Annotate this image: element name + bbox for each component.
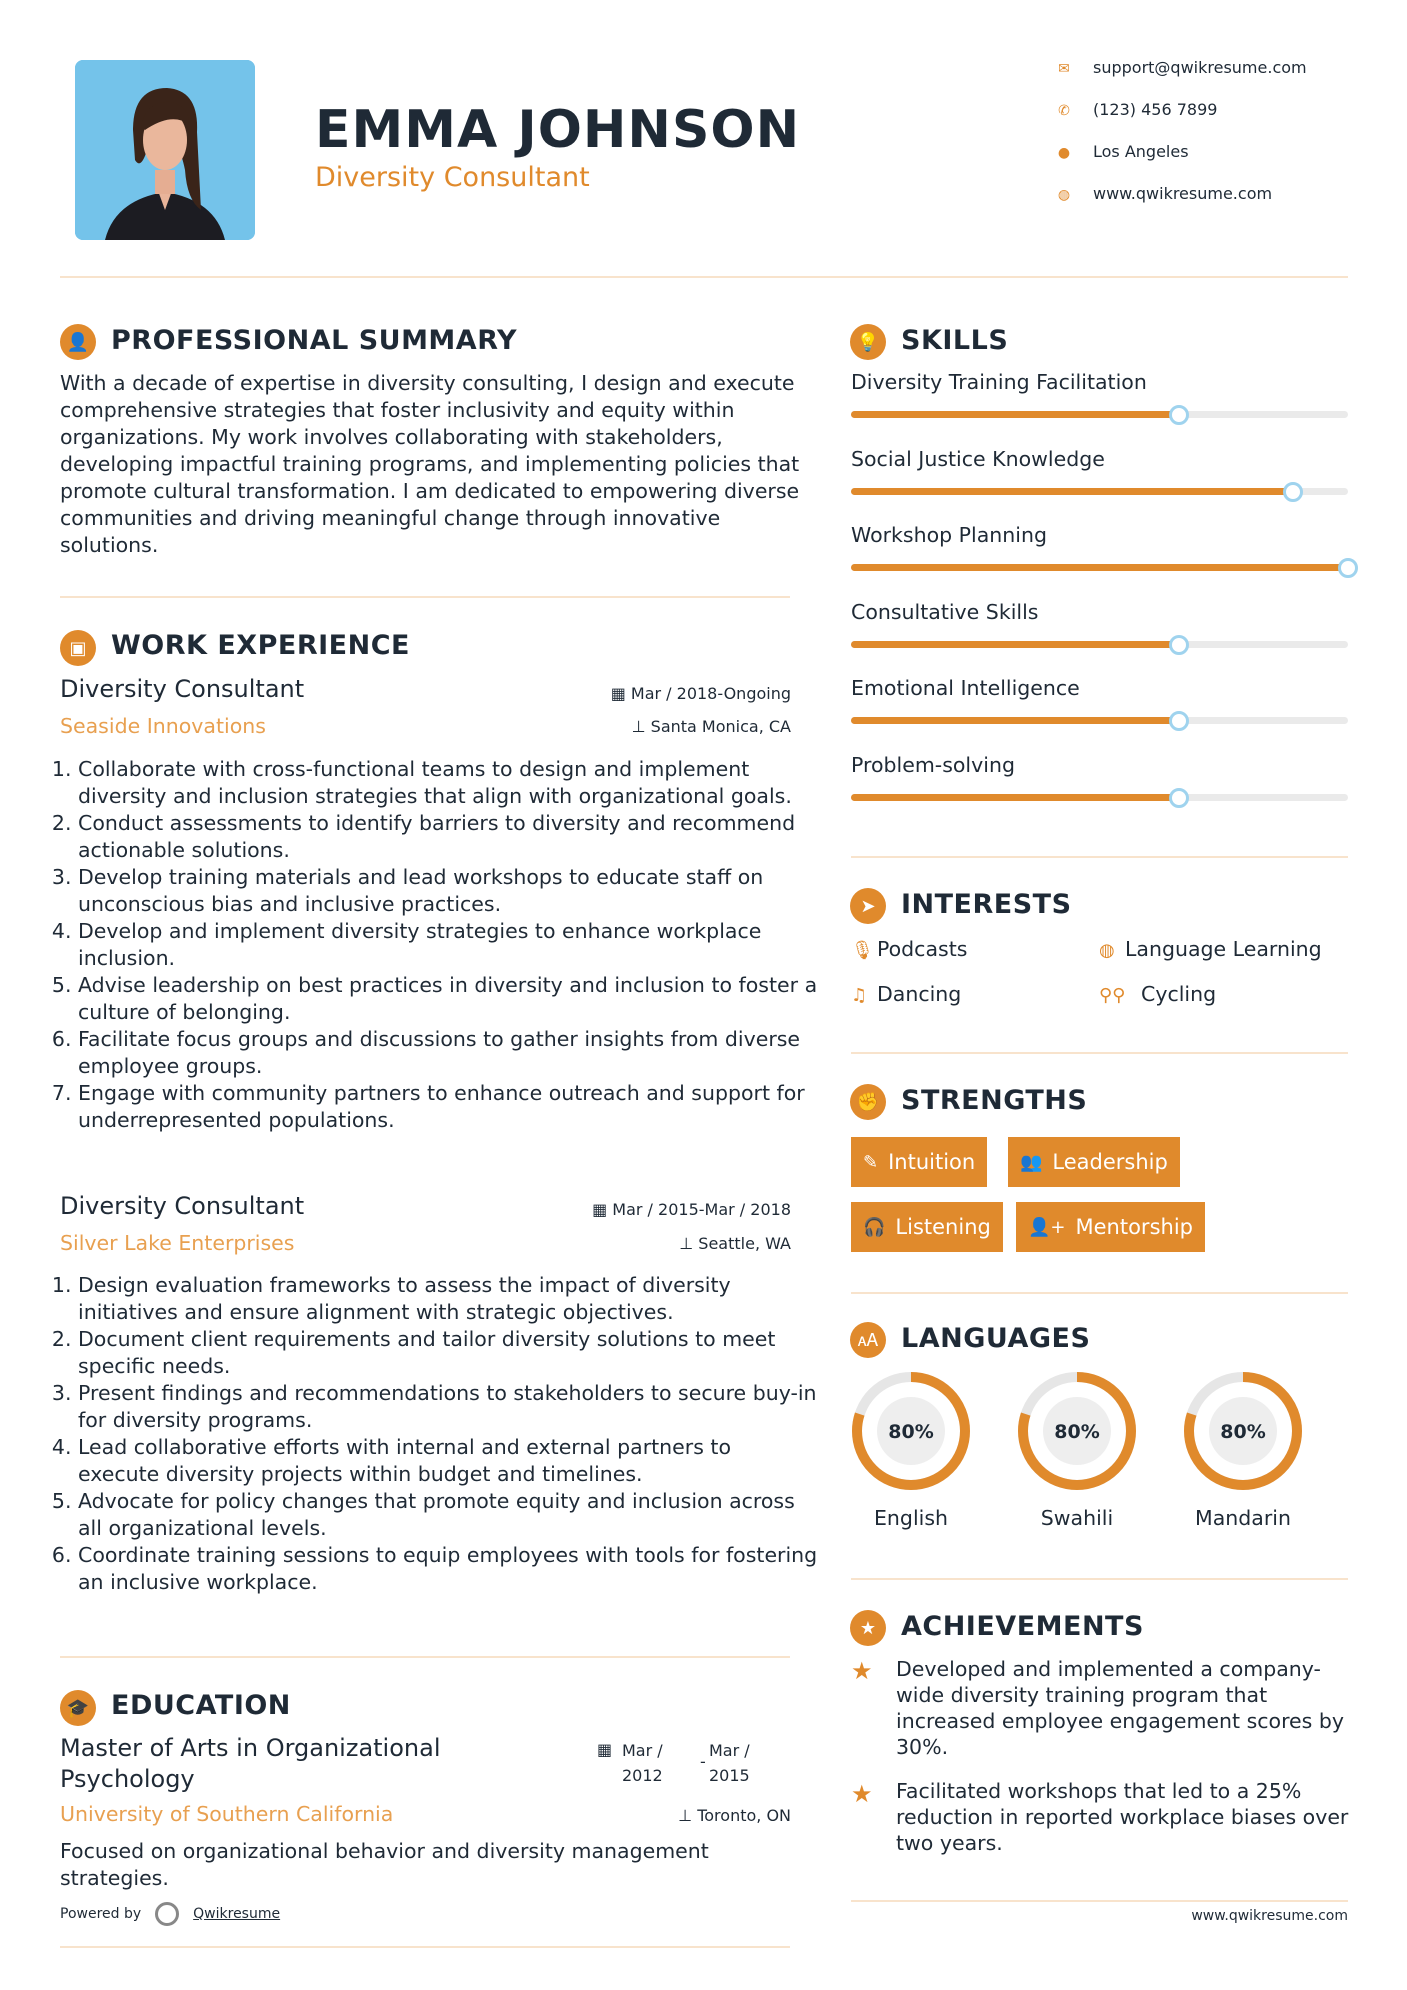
skill-bar-track <box>851 717 1348 724</box>
interest-item <box>1099 982 1216 1006</box>
language-percent: 80% <box>1054 1421 1100 1443</box>
interest-label: Language Learning <box>1125 937 1322 961</box>
skill-row <box>851 370 1371 418</box>
interest-item <box>851 937 967 961</box>
skill-label: Emotional Intelligence <box>851 676 1080 700</box>
microphone-icon: 🎙 <box>851 940 874 961</box>
star-icon: ★ <box>851 1657 873 1685</box>
footer-divider <box>60 1946 790 1948</box>
website-text: www.qwikresume.com <box>1093 184 1273 203</box>
language-label: Swahili <box>1040 1506 1114 1530</box>
strength-badge <box>851 1137 987 1187</box>
experience-heading: WORK EXPERIENCE <box>111 630 410 661</box>
skills-heading: SKILLS <box>901 325 1009 356</box>
achievements-heading: ACHIEVEMENTS <box>901 1611 1144 1642</box>
skill-row <box>851 447 1371 495</box>
skill-level-handle <box>1169 788 1189 808</box>
skill-bar-track <box>851 564 1348 571</box>
edu-date-start: Mar / 2012 <box>622 1741 663 1785</box>
map-pin-icon: ● <box>1057 145 1071 161</box>
school-name: University of Southern California <box>60 1802 394 1826</box>
job-location <box>560 717 791 736</box>
list-item: 1. Design evaluation frameworks to assess the impact of diversity initiatives and ensure alignment with strategic objectives. <box>78 1272 818 1326</box>
job-company: Seaside Innovations <box>60 714 266 738</box>
strengths-divider <box>851 1292 1348 1294</box>
user-plus-icon: 👤+ <box>1028 1216 1066 1238</box>
strengths-heading: STRENGTHS <box>901 1085 1088 1116</box>
skill-label: Social Justice Knowledge <box>851 446 1105 471</box>
envelope-icon: ✉ <box>1058 61 1070 77</box>
globe-icon: ◍ <box>1099 940 1115 961</box>
skill-label: Problem-solving <box>851 752 1015 777</box>
skill-bar-fill <box>851 641 1179 648</box>
star-icon: ★ <box>851 1780 873 1808</box>
profile-photo <box>75 60 255 240</box>
candidate-name: EMMA JOHNSON <box>315 100 801 160</box>
language-item <box>1016 1370 1138 1530</box>
achievements-divider <box>851 1900 1348 1902</box>
skill-level-handle <box>1338 558 1358 578</box>
location-text: Los Angeles <box>1093 142 1189 161</box>
language-label: English <box>873 1506 949 1530</box>
job-date <box>540 1200 791 1219</box>
language-ring <box>1016 1370 1138 1492</box>
language-label: Mandarin <box>1195 1506 1291 1530</box>
language-ring <box>850 1370 972 1492</box>
edu-date-end: Mar / 2015 <box>709 1741 750 1785</box>
skill-row <box>851 600 1371 648</box>
email-text: support@qwikresume.com <box>1093 58 1307 77</box>
phone-text: (123) 456 7899 <box>1093 100 1218 119</box>
list-item: 6. Facilitate focus groups and discussions to gather insights from diverse employee groups. <box>78 1026 818 1080</box>
skill-label: Diversity Training Facilitation <box>851 370 1147 394</box>
pushpin-icon: ⊥ <box>678 1806 698 1825</box>
degree-title: Master of Arts in Organizational Psychology <box>60 1734 441 1793</box>
skill-row <box>851 753 1371 801</box>
music-note-icon: ♫ <box>851 985 868 1006</box>
star-badge-icon: ★ <box>850 1610 886 1646</box>
powered-by-label: Powered by <box>60 1906 142 1922</box>
education-text: Focused on organizational behavior and diversity management strategies. <box>60 1839 709 1890</box>
skill-bar-fill <box>851 488 1293 495</box>
language-ring <box>1182 1370 1304 1492</box>
candidate-role: Diversity Consultant <box>315 162 590 193</box>
skill-level-handle <box>1169 711 1189 731</box>
calendar-icon: ▦ <box>597 1740 613 1759</box>
languages-heading: LANGUAGES <box>901 1323 1091 1354</box>
list-item: 1. Collaborate with cross-functional teams to design and implement diversity and inclusion strategies that align with organizational goals. <box>78 756 818 810</box>
list-item: 2. Conduct assessments to identify barriers to diversity and recommend actionable solutions. <box>78 810 818 864</box>
language-item <box>1182 1370 1304 1530</box>
job-location-text: Seattle, WA <box>698 1234 791 1253</box>
edu-location <box>580 1806 791 1825</box>
summary-divider <box>60 596 790 598</box>
skill-bar-track <box>851 411 1348 418</box>
languages-list <box>850 1370 1350 1540</box>
skill-row <box>851 676 1371 724</box>
phone-icon: ✆ <box>1058 103 1070 119</box>
contact-email <box>1055 58 1385 77</box>
list-item: 6. Coordinate training sessions to equip employees with tools for fostering an inclusive workplace. <box>78 1542 818 1596</box>
headphones-icon: 🎧 <box>863 1216 886 1238</box>
contact-location <box>1055 142 1385 161</box>
job-location-text: Santa Monica, CA <box>650 717 791 736</box>
lightbulb-icon: 💡 <box>850 324 886 360</box>
edu-date-sep: - <box>700 1752 706 1771</box>
interest-label: Cycling <box>1141 982 1217 1006</box>
interest-item <box>1099 937 1322 961</box>
strength-badge <box>1008 1137 1180 1187</box>
globe-icon: ◍ <box>1057 187 1071 203</box>
interest-label: Dancing <box>877 982 962 1006</box>
skill-level-handle <box>1169 635 1189 655</box>
brand-link[interactable]: Qwikresume <box>193 1906 281 1922</box>
contact-phone <box>1055 100 1385 119</box>
job-date-text: Mar / 2015-Mar / 2018 <box>612 1200 791 1219</box>
skill-bar-fill <box>851 564 1348 571</box>
strength-badge <box>851 1202 1003 1252</box>
strength-label: Leadership <box>1052 1150 1168 1174</box>
contact-website <box>1055 184 1385 203</box>
list-item: 4. Develop and implement diversity strategies to enhance workplace inclusion. <box>78 918 818 972</box>
list-item: 5. Advocate for policy changes that promote equity and inclusion across all organizational levels. <box>78 1488 818 1542</box>
powered-by <box>60 1902 280 1926</box>
interests-divider <box>851 1052 1348 1054</box>
strength-label: Listening <box>895 1215 991 1239</box>
language-percent: 80% <box>1220 1421 1266 1443</box>
job-location <box>560 1234 791 1253</box>
interest-item <box>851 982 961 1006</box>
interest-label: Podcasts <box>877 937 968 961</box>
achievement-item: Developed and implemented a company-wide diversity training program that increased employee engagement scores by 30%. <box>896 1657 1344 1759</box>
strength-badge <box>1016 1202 1205 1252</box>
person-photo-illustration <box>75 60 255 240</box>
graduation-icon: 🎓 <box>60 1690 96 1726</box>
achievement-item: Facilitated workshops that led to a 25% reduction in reported workplace biases over two years. <box>896 1779 1349 1855</box>
skill-level-handle <box>1283 482 1303 502</box>
calendar-icon: ▦ <box>592 1200 613 1219</box>
briefcase-icon: ▣ <box>60 630 96 666</box>
fist-icon: ✊ <box>850 1084 886 1120</box>
job-company: Silver Lake Enterprises <box>60 1231 295 1255</box>
pushpin-icon: ⊥ <box>679 1234 699 1253</box>
skill-bar-track <box>851 488 1348 495</box>
job-date-text: Mar / 2018-Ongoing <box>630 684 791 703</box>
skill-label: Consultative Skills <box>851 599 1039 624</box>
skills-divider <box>851 856 1348 858</box>
language-percent: 80% <box>888 1421 934 1443</box>
paper-plane-icon: ➤ <box>850 888 886 924</box>
skill-bar-fill <box>851 411 1179 418</box>
experience-divider <box>60 1656 790 1658</box>
list-item: 7. Engage with community partners to enhance outreach and support for underrepresented populations. <box>78 1080 818 1134</box>
skill-label: Workshop Planning <box>851 523 1047 547</box>
education-heading: EDUCATION <box>111 1690 291 1721</box>
list-item: 4. Lead collaborative efforts with internal and external partners to execute diversity projects within budget and timelines. <box>78 1434 818 1488</box>
footer-website[interactable]: www.qwikresume.com <box>1191 1908 1348 1924</box>
skill-bar-track <box>851 794 1348 801</box>
languages-divider <box>851 1578 1348 1580</box>
summary-text: With a decade of expertise in diversity consulting, I design and execute comprehensive strategies that foster inclusivity and equity within organizations. My work involves collaborating with stakeholders, developing impactful training programs, and implementing policies that promote cultural transformation. I am dedicated to empowering diverse communities and driving meaningful change through innovative solutions. <box>60 371 800 557</box>
user-icon: 👤 <box>60 324 96 360</box>
skill-bar-fill <box>851 794 1179 801</box>
summary-heading: PROFESSIONAL SUMMARY <box>111 325 518 356</box>
skill-row <box>851 523 1371 571</box>
job-date <box>560 684 791 703</box>
header-divider <box>60 276 1348 278</box>
qwikresume-logo-icon <box>155 1902 179 1926</box>
job-title: Diversity Consultant <box>60 675 305 703</box>
language-item <box>850 1370 972 1530</box>
list-item: 3. Present findings and recommendations to stakeholders to secure buy-in for diversity programs. <box>78 1380 818 1434</box>
interests-heading: INTERESTS <box>901 889 1072 920</box>
language-icon: 🗚 <box>850 1322 886 1358</box>
pushpin-icon: ⊥ <box>631 717 651 736</box>
skill-level-handle <box>1169 405 1189 425</box>
list-item: 2. Document client requirements and tailor diversity solutions to meet specific needs. <box>78 1326 818 1380</box>
job-bullets <box>60 1272 818 1596</box>
list-item: 5. Advise leadership on best practices in diversity and inclusion to foster a culture of belonging. <box>78 972 818 1026</box>
magic-wand-icon: ✎ <box>863 1151 879 1173</box>
job-bullets <box>60 756 818 1134</box>
skill-bar-track <box>851 641 1348 648</box>
job-title: Diversity Consultant <box>60 1192 305 1220</box>
strength-label: Intuition <box>888 1150 976 1174</box>
edu-location-text: Toronto, ON <box>697 1806 791 1825</box>
strength-label: Mentorship <box>1075 1215 1193 1239</box>
users-icon: 👥 <box>1020 1151 1043 1173</box>
calendar-icon: ▦ <box>610 684 631 703</box>
skill-bar-fill <box>851 717 1179 724</box>
list-item: 3. Develop training materials and lead workshops to educate staff on unconscious bias and inclusive practices. <box>78 864 818 918</box>
bicycle-icon: ⚲⚲ <box>1099 985 1126 1006</box>
